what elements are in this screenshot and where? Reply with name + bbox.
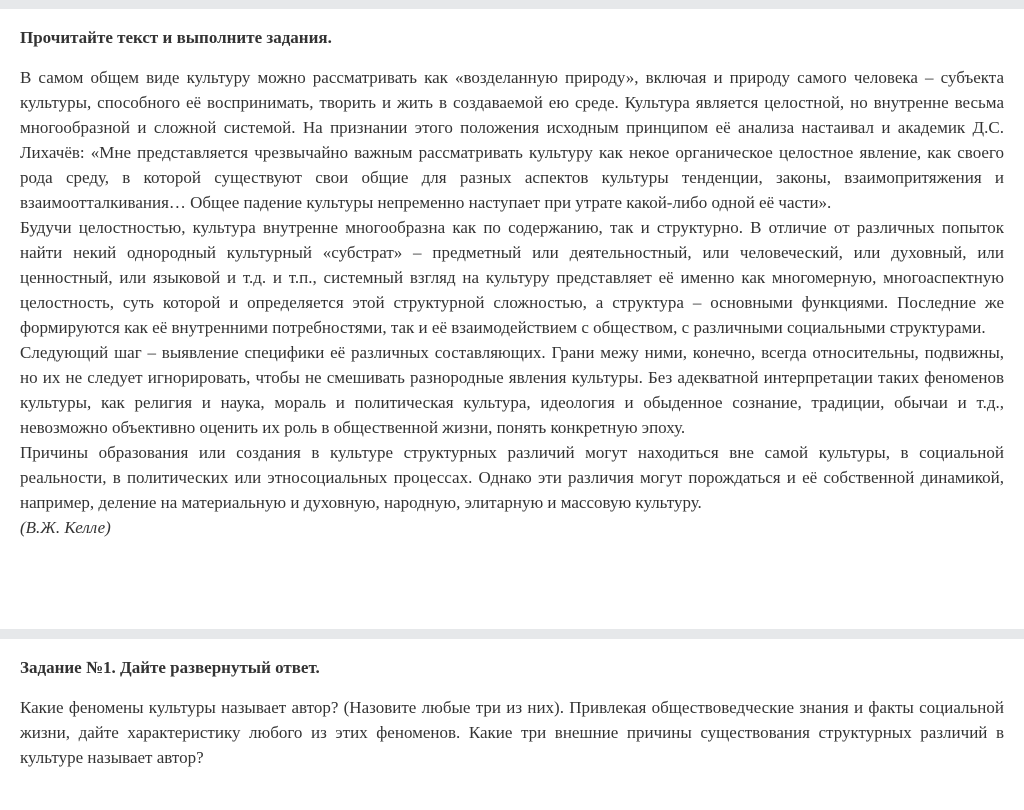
reading-text-section xyxy=(20,27,1004,540)
reading-instruction-heading: Прочитайте текст и выполните задания. xyxy=(20,28,332,47)
task-heading: Задание №1. Дайте развернутый ответ. xyxy=(20,658,320,677)
section-divider xyxy=(0,629,1024,639)
text-author: (В.Ж. Келле) xyxy=(20,518,111,537)
task-question: Какие феномены культуры называет автор? (Назовите любые три из них). Привлекая обществоведческие знания и факты социальной жизни, дайте характеристику любого из этих феноменов. Какие три внешние причины существования структурных различий в культуре называет автор? xyxy=(20,698,1004,767)
top-bar xyxy=(0,0,1024,9)
task-section xyxy=(20,657,1004,770)
text-paragraph-3: Следующий шаг – выявление специфики её различных составляющих. Грани межу ними, конечно, всегда относительны, подвижны, но их не следует игнорировать, чтобы не смешивать разнородные явления культуры. Без адекватной интерпретации таких феноменов культуры, как религия и наука, мораль и политическая культура, идеология и обыденное сознание, традиции, обычаи и т.д., невозможно объективно оценить их роль в общественной жизни, понять конкретную эпоху. xyxy=(20,343,1004,437)
text-paragraph-2: Будучи целостностью, культура внутренне многообразна как по содержанию, так и структурно. В отличие от различных попыток найти некий однородный культурный «субстрат» – предметный или деятельностный, или человеческий, или духовный, или ценностный, или языковой и т.д. и т.п., системный взгляд на культуру представляет её именно как многомерную, многоаспектную целостность, суть которой и определяется этой структурной сложностью, а структура – основными функциями. Последние же формируются как её внутренними потребностями, так и её взаимодействием с обществом, с различными социальными структурами. xyxy=(20,218,1004,337)
text-paragraph-4: Причины образования или создания в культуре структурных различий могут находиться вне самой культуры, в социальной реальности, в политических или этносоциальных процессах. Однако эти различия могут порождаться и её собственной динамикой, например, деление на материальную и духовную, народную, элитарную и массовую культуру. xyxy=(20,443,1004,512)
text-paragraph-1: В самом общем виде культуру можно рассматривать как «возделанную природу», включая и природу самого человека – субъекта культуры, способного её воспринимать, творить и жить в создаваемой ею среде. Культура является целостной, но внутренне весьма многообразной и сложной системой. На признании этого положения исходным принципом её анализа настаивал и академик Д.С. Лихачёв: «Мне представляется чрезвычайно важным рассматривать культуру как некое органическое целостное явление, как своего рода среду, в которой существуют свои общие для разных аспектов культуры тенденции, законы, взаимопритяжения и взаимоотталкивания… Общее падение культуры непременно наступает при утрате какой-либо одной её части». xyxy=(20,68,1004,212)
